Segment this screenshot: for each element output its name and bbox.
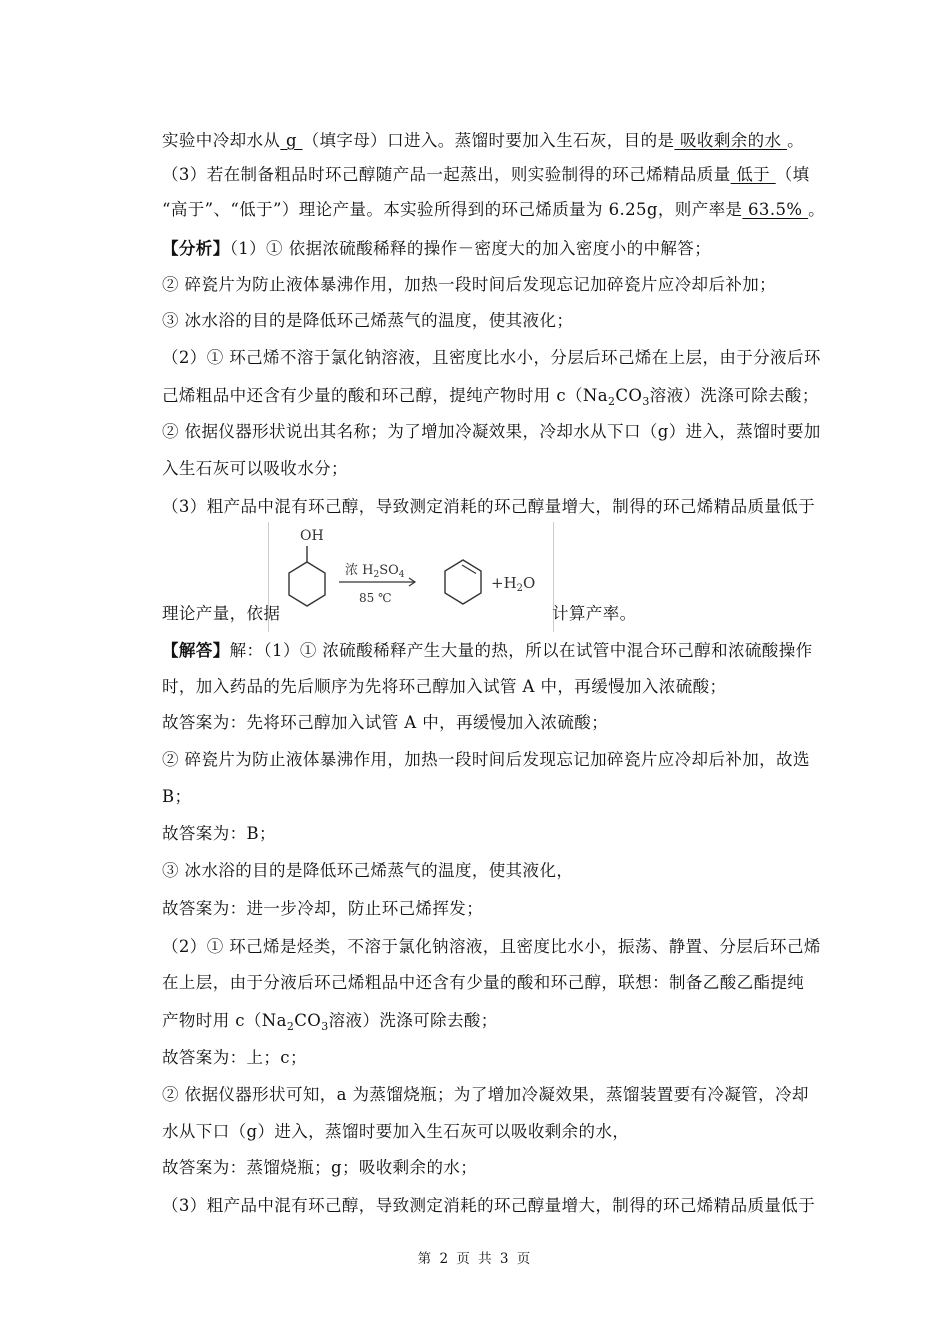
text-line	[162, 1047, 812, 1069]
text-line	[162, 1010, 812, 1032]
text-run: CO	[294, 1011, 322, 1030]
text-run: ② 依据仪器形状可知，a 为蒸馏烧瓶；为了增加冷凝效果，蒸馏装置要有冷凝管，冷却	[162, 1085, 809, 1104]
text-run: “高于”、“低于”）理论产量。本实验所得到的环己烯质量为 6.25g，则产率是	[162, 200, 743, 219]
after-reaction-text: 计算产率。	[552, 604, 637, 623]
text-run: 故答案为：进一步冷却，防止环己烯挥发；	[162, 899, 484, 918]
subscript: 2	[607, 395, 616, 408]
text-line	[162, 458, 812, 480]
text-run: 。	[808, 200, 826, 219]
text-run: ② 依据仪器形状说出其名称；为了增加冷凝效果，冷却水从下口（g）进入，蒸馏时要加	[162, 422, 821, 441]
text-run: （2）① 环己烯不溶于氯化钠溶液，且密度比水小，分层后环己烯在上层，由于分液后环	[162, 348, 821, 367]
text-line	[162, 130, 812, 152]
text-run: 。	[787, 131, 804, 150]
answer-blank: g	[280, 131, 303, 150]
text-line	[162, 936, 821, 958]
page-footer: 第 2 页 共 3 页	[417, 1251, 533, 1267]
subscript: 2	[286, 1020, 295, 1033]
text-line	[162, 496, 816, 518]
text-run: 在上层，由于分液后环己烯粗品中还含有少量的酸和环己醇，联想：制备乙酸乙酯提纯	[162, 973, 805, 992]
text-run: 故答案为：上；c；	[162, 1048, 307, 1067]
text-line	[162, 421, 821, 443]
text-line	[162, 1157, 812, 1179]
text-line	[162, 238, 812, 260]
text-line	[162, 749, 812, 771]
text-run: B；	[162, 787, 192, 806]
text-line	[162, 347, 821, 369]
water-label: $+H_2O$	[491, 574, 536, 594]
text-line	[162, 898, 812, 920]
text-run: （3）若在制备粗品时环己醇随产品一起蒸出，则实验制得的环己烯精品质量	[162, 165, 731, 184]
text-run: 溶液）洗涤可除去酸；	[328, 1011, 498, 1030]
cyclohexanol-ring	[289, 562, 325, 606]
section-heading: 【解答】	[162, 641, 230, 660]
text-run: （1）① 依据浓硫酸稀释的操作－密度大的加入密度小的中解答；	[229, 239, 712, 258]
reaction-equation-figure	[268, 522, 554, 632]
answer-blank: 63.5%	[742, 200, 809, 219]
text-line	[162, 310, 812, 332]
subscript: 3	[321, 1020, 329, 1033]
text-line	[162, 640, 812, 662]
text-run: （3）粗产品中混有环己醇，导致测定消耗的环己醇量增大，制得的环己烯精品质量低于	[162, 497, 816, 516]
text-run: CO	[615, 386, 643, 405]
text-line	[162, 1121, 812, 1143]
text-line	[162, 676, 812, 698]
text-run: （填字母）口进入。蒸馏时要加入生石灰，目的是	[302, 131, 675, 150]
text-run: ③ 冰水浴的目的是降低环己烯蒸气的温度，使其液化，	[162, 861, 574, 880]
subscript: 3	[642, 395, 650, 408]
section-heading: 【分析】	[162, 239, 230, 258]
text-run: （2）① 环己烯是烃类，不溶于氯化钠溶液，且密度比水小，振荡、静置、分层后环己烯	[162, 937, 821, 956]
text-line	[162, 274, 812, 296]
text-run: 故答案为：蒸馏烧瓶；g；吸收剩余的水；	[162, 1158, 478, 1177]
answer-blank: 低于	[730, 165, 776, 184]
text-line	[162, 164, 812, 186]
text-run: （填	[775, 165, 810, 184]
text-run: （3）粗产品中混有环己醇，导致测定消耗的环己醇量增大，制得的环己烯精品质量低于	[162, 1196, 816, 1215]
text-line	[162, 786, 812, 808]
text-run: 实验中冷却水从	[162, 131, 281, 150]
text-run: 己烯粗品中还含有少量的酸和环己醇，提纯产物时用 c（Na	[162, 386, 608, 405]
cyclohexene-ring	[445, 560, 481, 604]
text-run: 时，加入药品的先后顺序为先将环己醇加入试管 A 中，再缓慢加入浓硫酸；	[162, 677, 727, 696]
answer-blank: 吸收剩余的水	[674, 131, 788, 150]
text-run: 溶液）洗涤可除去酸；	[649, 386, 819, 405]
text-run: ③ 冰水浴的目的是降低环己烯蒸气的温度，使其液化；	[162, 311, 574, 330]
text-line	[162, 823, 812, 845]
oh-label: OH	[300, 528, 324, 544]
text-line	[162, 972, 812, 994]
text-run: ② 碎瓷片为防止液体暴沸作用，加热一段时间后发现忘记加碎瓷片应冷却后补加，故选	[162, 750, 810, 769]
text-run: 解：（1）① 浓硫酸稀释产生大量的热，所以在试管中混合环己醇和浓硫酸操作	[229, 641, 813, 660]
text-run: 入生石灰可以吸收水分；	[162, 459, 348, 478]
text-line	[162, 1195, 816, 1217]
text-run: 故答案为：先将环己醇加入试管 A 中，再缓慢加入浓硫酸；	[162, 713, 609, 732]
reaction-equation-svg	[269, 522, 553, 632]
condition-label: 85 ℃	[359, 591, 392, 605]
text-run: ② 碎瓷片为防止液体暴沸作用，加热一段时间后发现忘记加碎瓷片应冷却后补加；	[162, 275, 777, 294]
text-run: 产物时用 c（Na	[162, 1011, 287, 1030]
text-run: 理论产量，依据	[162, 604, 281, 623]
text-line	[162, 385, 819, 408]
text-line	[162, 199, 826, 221]
text-line	[162, 712, 812, 734]
reagent-label: 浓 $H_2SO_4$	[345, 563, 405, 580]
text-run: 水从下口（g）进入，蒸馏时要加入生石灰可以吸收剩余的水，	[162, 1122, 630, 1141]
text-line	[162, 1084, 812, 1106]
text-run: 故答案为：B；	[162, 824, 276, 843]
text-line	[162, 860, 812, 882]
